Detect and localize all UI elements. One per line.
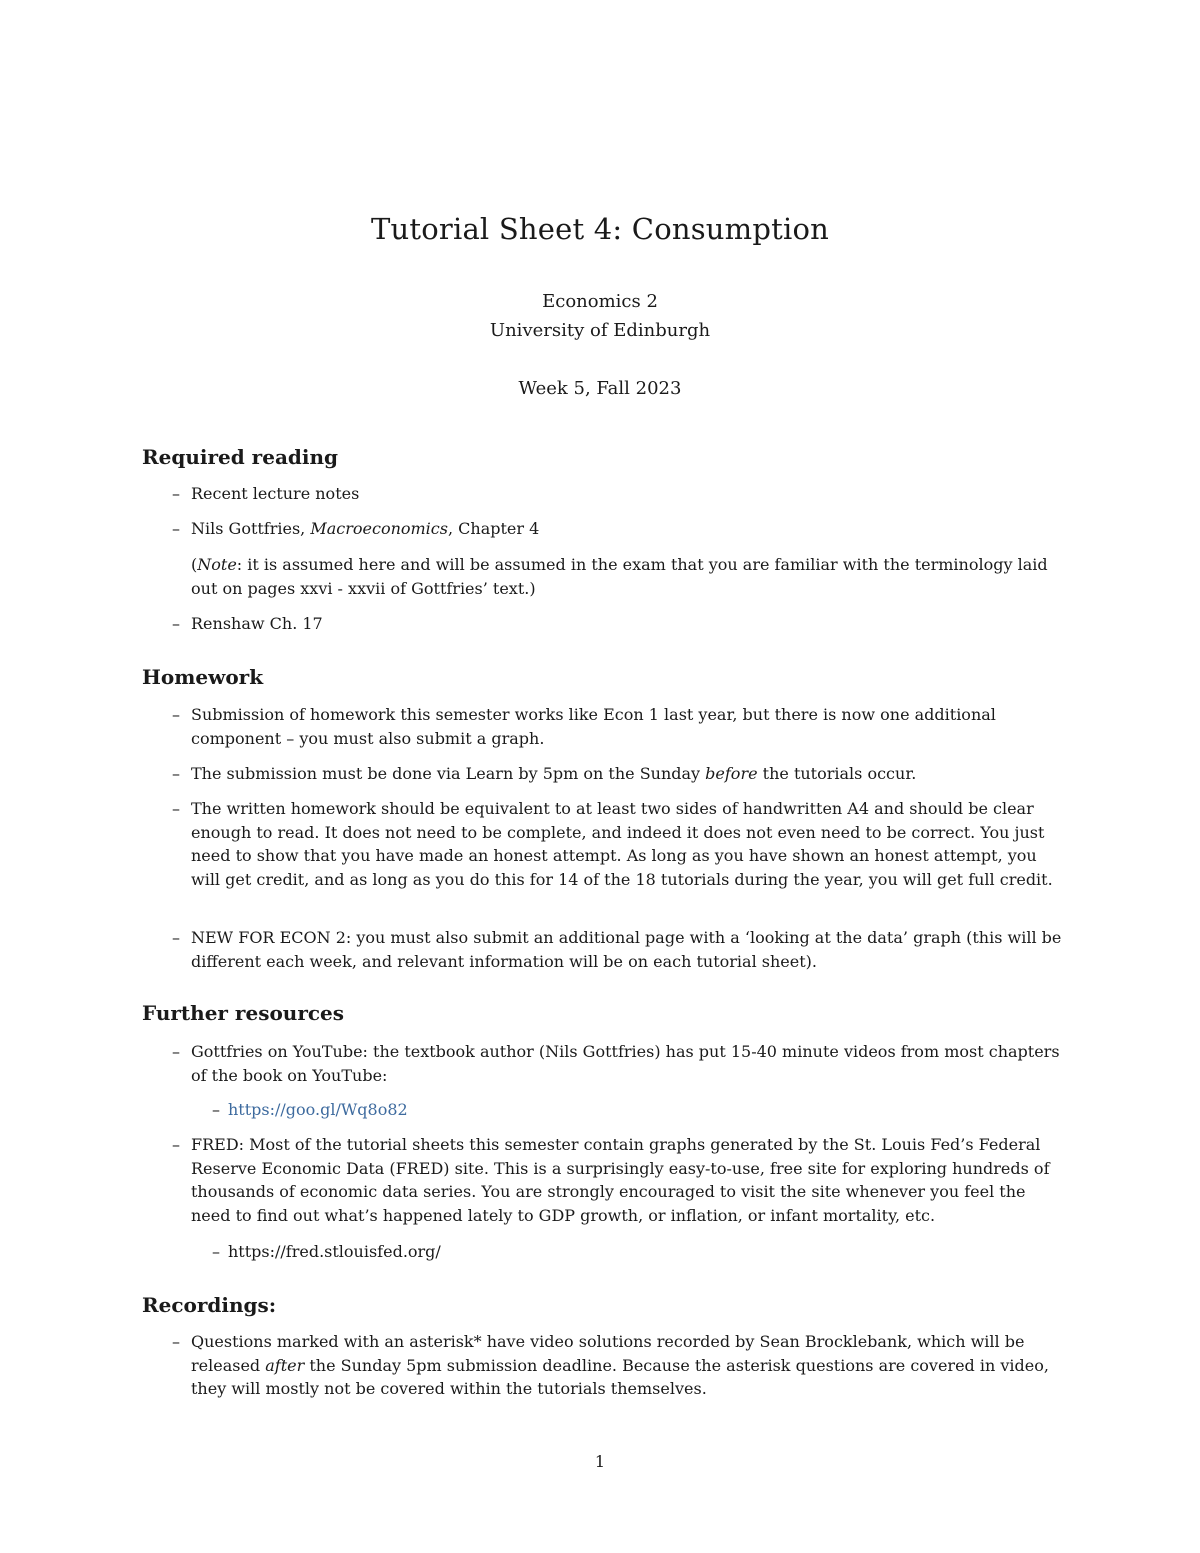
course-name: Economics 2	[542, 291, 658, 312]
list-item-text	[172, 517, 1062, 541]
bullet-dash: –	[172, 799, 180, 818]
text-run: the Sunday 5pm submission deadline. Because the asterisk questions are covered in video, they will mostly not be covered within the tutorials themselves.	[191, 1355, 1049, 1398]
text-run: The submission must be done via Learn by 5pm on the Sunday	[191, 764, 706, 783]
page-number: 1	[594, 1452, 606, 1471]
list-item	[172, 762, 1062, 786]
text-run: : it is assumed here and will be assumed in the exam that you are familiar with the terminology laid out on pages xxvi - xxvii of Gottfries’ text.)	[191, 555, 1048, 598]
bullet-dash: –	[172, 1042, 180, 1061]
list-item-text: NEW FOR ECON 2: you must also submit an additional page with a ‘looking at the data’ graph (this will be different each week, and relevant information will be on each tutorial sheet).	[191, 928, 1062, 971]
section-heading-required-reading: Required reading	[142, 445, 339, 469]
list-item	[172, 797, 1062, 891]
bullet-dash: –	[172, 928, 180, 947]
list-item	[172, 1040, 1062, 1087]
bullet-dash: –	[212, 1242, 220, 1261]
youtube-link[interactable]: https://goo.gl/Wq8o82	[228, 1100, 408, 1119]
list-item-text: FRED: Most of the tutorial sheets this semester contain graphs generated by the St. Louis Fed’s Federal Reserve Economic Data (FRED) site. This is a surprisingly easy-to-use, free site for exploring hundreds of thousands of economic data series. You are strongly encouraged to visit the site whenever you feel the need to find out what’s happened lately to GDP growth, or inflation, or infant mortality, etc.	[191, 1135, 1050, 1225]
list-item	[172, 703, 1062, 750]
note-label: Note	[197, 555, 237, 574]
text-run: Nils Gottfries,	[191, 519, 311, 538]
bullet-dash: –	[172, 705, 180, 724]
list-item-text	[172, 762, 1062, 786]
list-item	[172, 612, 1062, 636]
emphasis: before	[705, 764, 758, 783]
list-item	[172, 517, 1062, 541]
text-run: the tutorials occur.	[757, 764, 917, 783]
bullet-dash: –	[172, 614, 180, 633]
bullet-dash: –	[172, 1135, 180, 1154]
bullet-dash: –	[172, 484, 180, 503]
bullet-dash: –	[212, 1100, 220, 1119]
bullet-dash: –	[172, 764, 180, 783]
text-run: Questions marked with an asterisk* have video solutions recorded by Sean Brocklebank, which will be released	[191, 1332, 1025, 1375]
list-item-text: Gottfries on YouTube: the textbook author (Nils Gottfries) has put 15-40 minute videos from most chapters of the book on YouTube:	[191, 1042, 1060, 1085]
term-date: Week 5, Fall 2023	[518, 378, 682, 399]
emphasis: after	[265, 1355, 305, 1375]
list-item-text: Recent lecture notes	[191, 484, 360, 503]
list-item	[172, 926, 1062, 973]
bullet-dash: –	[172, 1332, 180, 1351]
list-item-text: The written homework should be equivalent to at least two sides of handwritten A4 and should be clear enough to read. It does not need to be complete, and indeed it does not even need to be correct. You just need to show that you have made an honest attempt. As long as you have shown an honest attempt, you will get credit, and as long as you do this for 14 of the 18 tutorials during the year, you will get full credit.	[191, 799, 1053, 889]
text-run: (	[191, 555, 198, 574]
sub-list-item	[212, 1098, 408, 1122]
list-item	[172, 1330, 1062, 1401]
list-item-text: Submission of homework this semester works like Econ 1 last year, but there is now one additional component – you must also submit a graph.	[191, 705, 996, 748]
text-run: , Chapter 4	[447, 519, 540, 538]
book-title: Macroeconomics	[310, 519, 448, 538]
section-heading-further-resources: Further resources	[142, 1001, 345, 1025]
section-heading-homework: Homework	[142, 665, 264, 689]
sub-list-item	[212, 1240, 441, 1264]
section-heading-recordings: Recordings:	[142, 1293, 277, 1317]
list-item	[172, 482, 1062, 506]
reading-note	[191, 553, 1061, 600]
fred-link[interactable]: https://fred.stlouisfed.org/	[228, 1242, 441, 1261]
list-item-text	[172, 1330, 1062, 1401]
list-item	[172, 1133, 1062, 1227]
bullet-dash: –	[172, 519, 180, 538]
list-item-text: Renshaw Ch. 17	[191, 614, 323, 633]
document-title: Tutorial Sheet 4: Consumption	[370, 212, 830, 246]
institution-name: University of Edinburgh	[489, 320, 711, 341]
